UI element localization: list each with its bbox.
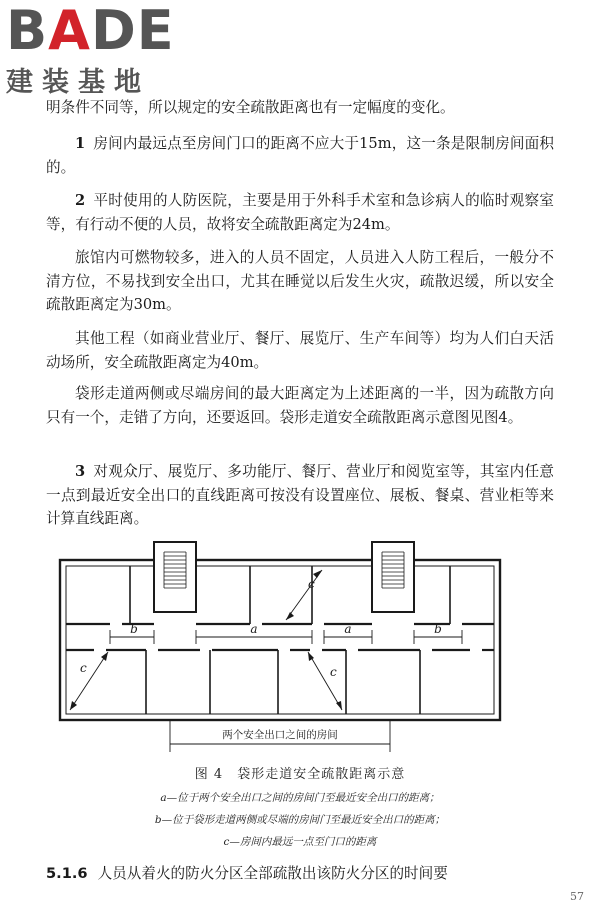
figure-note-a: a—位于两个安全出口之间的房间门至最近安全出口的距离； xyxy=(160,792,440,804)
page-number: 57 xyxy=(570,890,584,903)
paragraph-1: 1 房间内最远点至房间门口的距离不应大于15m，这一条是限制房间面积的。 xyxy=(46,135,554,176)
figure-caption: 图 4 袋形走道安全疏散距离示意 xyxy=(194,767,406,782)
evacuation-diagram xyxy=(50,540,550,760)
paragraph-num: 1 xyxy=(75,135,86,152)
logo-subtitle: 建装基地 xyxy=(6,67,150,98)
label-c-left: c xyxy=(80,661,87,675)
figure-note-b: b—位于袋形走道两侧或尽端的房间门至最近安全出口的距离； xyxy=(154,814,446,826)
paragraph-5: 袋形走道两侧或尽端房间的最大距离定为上述距离的一半，因为疏散方向只有一个，走错了方向，还要返回。袋形走道安全疏散距离示意图见图4。 xyxy=(46,385,554,426)
label-a-right: a xyxy=(344,622,352,636)
paragraph-4: 其他工程（如商业营业厅、餐厅、展览厅、生产车间等）均为人们白天活动场所，安全疏散距离定为40m。 xyxy=(46,330,554,371)
paragraph-0: 明条件不同等，所以规定的安全疏散距离也有一定幅度的变化。 xyxy=(46,99,455,116)
paragraph-3: 旅馆内可燃物较多，进入的人员不固定，人员进入人防工程后，一般分不清方位，不易找到安全出口，尤其在睡觉以后发生火灾，疏散迟缓，所以安全疏散距离定为30m。 xyxy=(46,249,554,313)
section-text: 人员从着火的防火分区全部疏散出该防火分区的时间要 xyxy=(97,865,448,882)
section-heading xyxy=(46,862,566,883)
logo-wordmark: BADE xyxy=(6,0,175,62)
floor-plan-svg xyxy=(50,540,550,760)
label-c-middle: c xyxy=(330,665,337,679)
paragraph-num: 2 xyxy=(75,192,86,209)
label-c-top: c xyxy=(308,577,315,591)
paragraph-6: 3 对观众厅、展览厅、多功能厅、餐厅、营业厅和阅览室等，其室内任意一点到最近安全出口的直线距离可按没有设置座位、展板、餐桌、营业柜等来计算直线距离。 xyxy=(46,463,554,527)
paragraph-2: 2 平时使用的人防医院，主要是用于外科手术室和急诊病人的临时观察室等，有行动不便的人员，故将安全疏散距离定为24m。 xyxy=(46,192,554,233)
span-label: 两个安全出口之间的房间 xyxy=(222,729,338,741)
label-b-right: b xyxy=(434,622,442,636)
section-number: 5.1.6 xyxy=(46,865,88,882)
label-a-left: a xyxy=(250,622,258,636)
brand-logo xyxy=(6,0,176,98)
label-b-left: b xyxy=(130,622,138,636)
figure-note-c: c—房间内最远一点至门口的距离 xyxy=(223,836,377,848)
paragraph-num: 3 xyxy=(75,463,86,480)
